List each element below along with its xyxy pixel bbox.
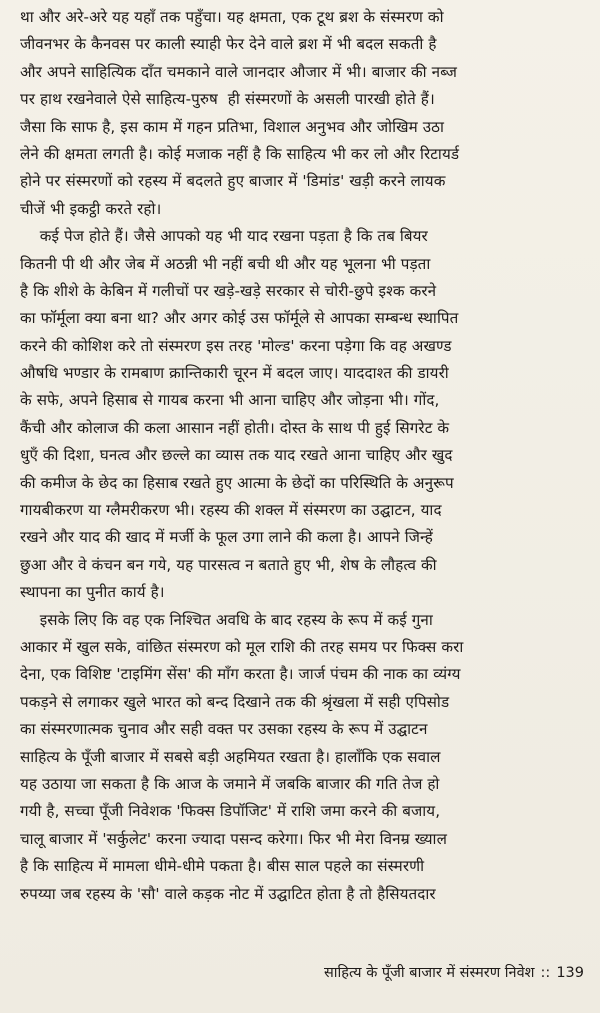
text-line: धुएँ की दिशा, घनत्व और छल्ले का व्यास तक याद रखते आना चाहिए और खुद (20, 446, 453, 465)
text-line: लेने की क्षमता लगती है। कोई मजाक नहीं है कि साहित्य भी कर लो और रिटायर्ड (20, 144, 460, 163)
text-line: की कमीज के छेद का हिसाब रखते हुए आत्मा के छेदों का परिस्थिति के अनुरूप (20, 473, 454, 492)
text-line: जीवनभर के कैनवस पर काली स्याही फेर देने वाले ब्रश में भी बदल सकती है (20, 35, 437, 54)
text-line: देना, एक विशिष्ट 'टाइमिंग सेंस' की माँग करता है। जार्ज पंचम की नाक का व्यंग्य (20, 665, 461, 684)
text-line: जैसा कि साफ है, इस काम में गहन प्रतिभा, विशाल अनुभव और जोखिम उठा (20, 117, 444, 136)
text-line: आकार में खुल सके, वांछित संस्मरण को मूल राशि की तरह समय पर फिक्स करा (20, 637, 464, 656)
text-line: का संस्मरणात्मक चुनाव और सही वक्त पर उसका रहस्य के रूप में उद्घाटन (20, 720, 428, 739)
paragraph-3 (20, 607, 584, 908)
text-line: रुपय्या जब रहस्य के 'सौ' वाले कड़क नोट में उद्घाटित होता है तो हैसियतदार (20, 884, 436, 903)
text-line: गायबीकरण या ग्लैमरीकरण भी। रहस्य की शक्ल में संस्मरण का उद्घाटन, याद (20, 501, 442, 520)
text-line: है कि शीशे के केबिन में गलीचों पर खड़े-खड़े सरकार से चोरी-छुपे इश्क करने (20, 281, 437, 300)
text-line: चालू बाजार में 'सर्कुलेट' करना ज्यादा पसन्द करेगा। फिर भी मेरा विनम्र ख्याल (20, 829, 447, 848)
text-line: पर हाथ रखनेवाले ऐसे साहित्य-पुरुष ही संस्मरणों के असली पारखी होते हैं। (20, 90, 435, 109)
text-line: और अपने साहित्यिक दाँत चमकाने वाले जानदार औजार में भी। बाजार की नब्ज (20, 62, 458, 81)
text-line: इसके लिए कि वह एक निश्चित अवधि के बाद रहस्य के रूप में कई गुना (20, 610, 433, 629)
text-line: है कि साहित्य में मामला धीमे-धीमे पकता है। बीस साल पहले का संस्मरणी (20, 857, 425, 876)
text-line: यह उठाया जा सकता है कि आज के जमाने में जबकि बाजार की गति तेज हो (20, 774, 440, 793)
body-text (20, 4, 584, 908)
running-title: साहित्य के पूँजी बाजार में संस्मरण निवेश (323, 965, 535, 981)
text-line: के सफे, अपने हिसाब से गायब करना भी आना चाहिए और जोड़ना भी। गोंद, (20, 391, 440, 410)
text-line: छुआ और वे कंचन बन गये, यह पारसत्व न बताते हुए भी, शेष के लौहत्व की (20, 555, 437, 574)
text-line: होने पर संस्मरणों को रहस्य में बदलते हुए बाजार में 'डिमांड' खड़ी करने लायक (20, 172, 446, 191)
text-line: साहित्य के पूँजी बाजार में सबसे बड़ी अहमियत रखता है। हालाँकि एक सवाल (20, 747, 441, 766)
page-footer (324, 962, 584, 982)
text-line: का फॉर्मूला क्या बना था? और अगर कोई उस फॉर्मूले से आपका सम्बन्ध स्थापित (20, 309, 459, 328)
text-line: कई पेज होते हैं। जैसे आपको यह भी याद रखना पड़ता है कि तब बियर (20, 227, 428, 246)
paragraph-1 (20, 4, 584, 223)
text-line: औषधि भण्डार के रामबाण क्रान्तिकारी चूरन में बदल जाए। याददाश्त की डायरी (20, 364, 449, 383)
text-line: रखने और याद की खाद में मर्जी के फूल उगा लाने की कला है। आपने जिन्हें (20, 528, 433, 547)
paragraph-2 (20, 223, 584, 606)
text-line: स्थापना का पुनीत कार्य है। (20, 583, 165, 602)
text-line: था और अरे-अरे यह यहाँ तक पहुँचा। यह क्षमता, एक टूथ ब्रश के संस्मरण को (20, 8, 444, 26)
page-number: 139 (556, 965, 584, 981)
text-line: गयी है, सच्चा पूँजी निवेशक 'फिक्स डिपॉजिट' में राशि जमा करने की बजाय, (20, 802, 441, 821)
text-line: कैंची और कोलाज की कला आसान नहीं होती। दोस्त के साथ पी हुई सिगरेट के (20, 418, 450, 437)
text-line: कितनी पी थी और जेब में अठन्नी भी नहीं बची थी और यह भूलना भी पड़ता (20, 254, 431, 273)
text-line: पकड़ने से लगाकर खुले भारत को बन्द दिखाने तक की श्रृंखला में सही एपिसोड (20, 692, 450, 711)
footer-separator: :: (540, 965, 551, 981)
text-line: चीजें भी इकट्ठी करते रहो। (20, 199, 162, 218)
text-line: करने की कोशिश करे तो संस्मरण इस तरह 'मोल्ड' करना पड़ेगा कि वह अखण्ड (20, 336, 452, 355)
